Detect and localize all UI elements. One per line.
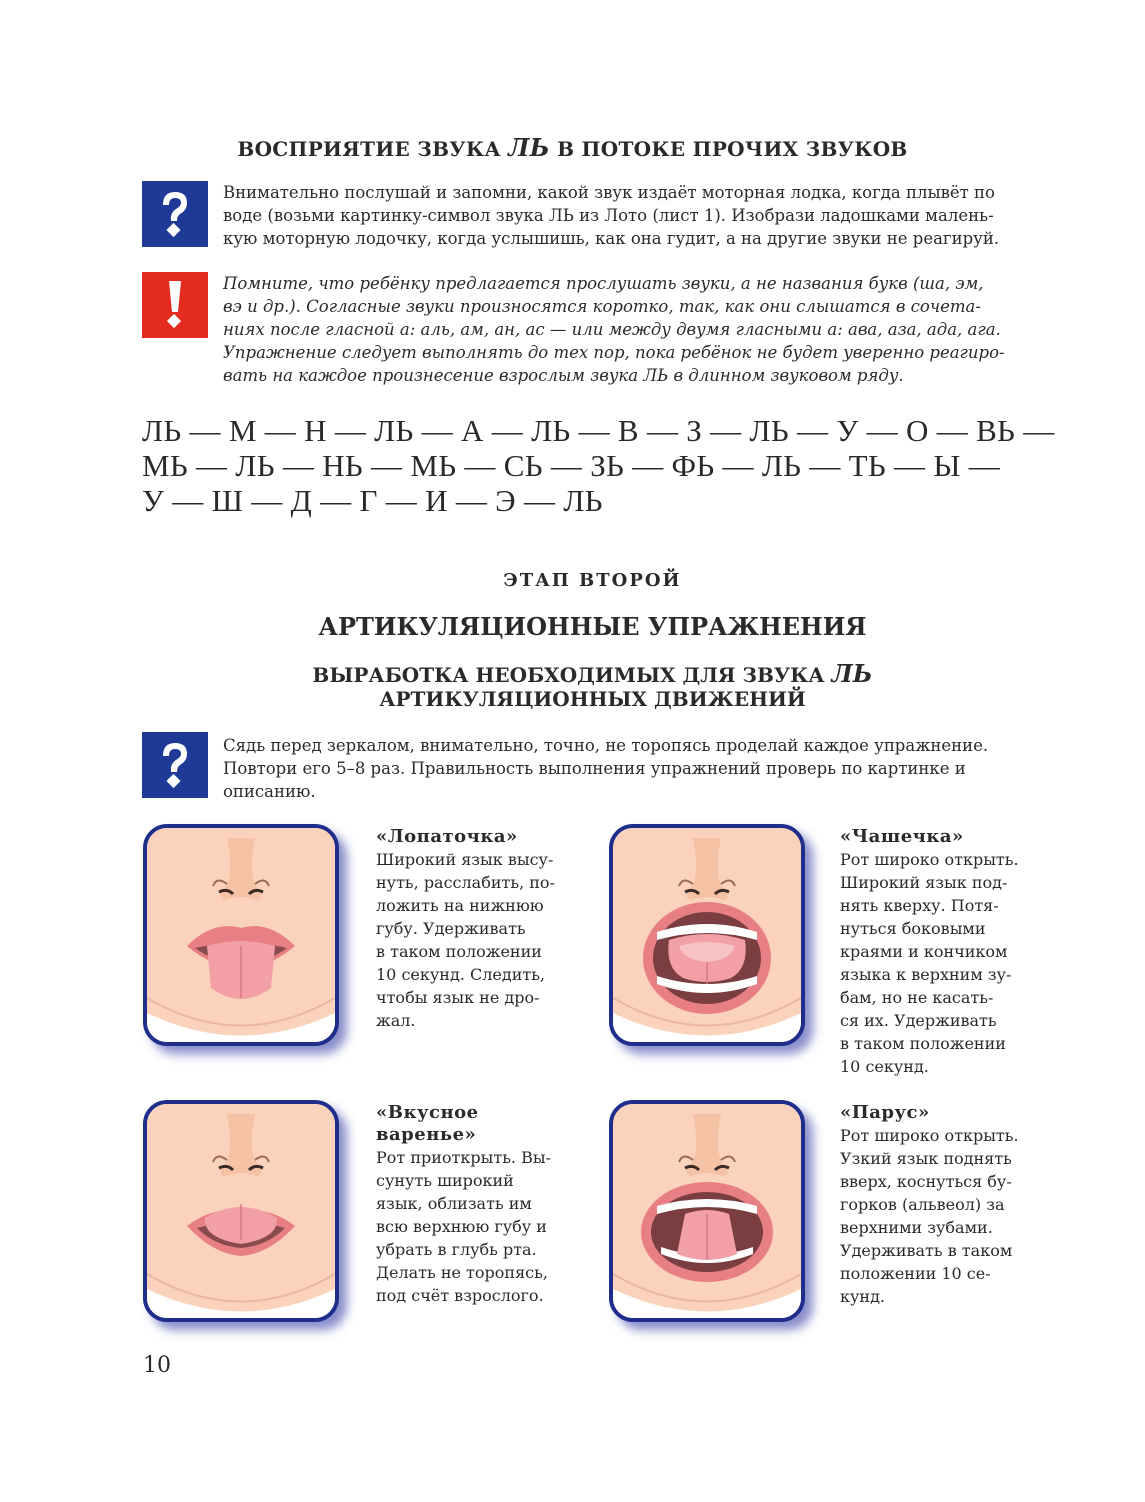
task2-line: описанию. [223,782,316,801]
exercise-text-line: нуть, расслабить, по- [376,873,555,892]
exercise-text [376,848,586,1032]
exercise-title-line: «Чашечка» [840,826,964,847]
exercise-title-line: «Лопаточка» [376,826,518,847]
exercise-text-line: горков (альвеол) за [840,1195,1005,1214]
task2-line: Повтори его 5–8 раз. Правильность выполнения упражнений проверь по картинке и [223,759,966,778]
exercise-text [840,1124,1050,1308]
exercise-text-line: Узкий язык поднять [840,1149,1012,1168]
exercise-text-line: верхними зубами. [840,1218,993,1237]
note1-line: Помните, что ребёнку предлагается прослушать звуки, а не названия букв (ша, эм, [223,274,984,293]
exercise-text-line: Удерживать в таком [840,1241,1013,1260]
question-mark-icon [142,732,208,798]
exercise-text-line: нуться боковыми [840,919,986,938]
sail-tongue-illustration [609,1100,805,1322]
exercise-text-line: язык, облизать им [376,1194,532,1213]
exercise-text-line: жал. [376,1011,416,1030]
task1-line: воде (возьми картинку-символ звука ЛЬ из Лото (лист 1). Изобрази ладошками малень- [223,206,994,225]
exercise-text-line: сунуть широкий [376,1171,514,1190]
exercise-text-line: краями и кончиком [840,942,1008,961]
exercise-title [376,826,586,848]
task1-line: Внимательно послушай и запомни, какой звук издаёт моторная лодка, когда плывёт по [223,183,995,202]
exercise-title-line: «Вкусное [376,1102,479,1123]
subtitle-line2: АРТИКУЛЯЦИОННЫХ ДВИЖЕНИЙ [379,687,806,711]
exercise-text-line: Широкий язык под- [840,873,1008,892]
exercise-text-line: губу. Удерживать [376,919,526,938]
exercise-text-line: 10 секунд. [840,1057,929,1076]
exercise-text-line: нять кверху. Потя- [840,896,999,915]
page-number: 10 [143,1353,171,1378]
sequence-line: У — Ш — Д — Г — И — Э — ЛЬ [142,483,603,518]
exercise-lopatochka [376,826,586,1032]
note1-line: Упражнение следует выполнять до тех пор, пока ребёнок не будет уверенно реагиро- [223,343,1005,362]
exercise-text-line: убрать в глубь рта. [376,1240,537,1259]
subtitle-pre: ВЫРАБОТКА НЕОБХОДИМЫХ ДЛЯ ЗВУКА [312,663,832,687]
exercise-chashechka [840,826,1050,1078]
exercise-text-line: вверх, коснуться бу- [840,1172,1012,1191]
sequence-line: МЬ — ЛЬ — НЬ — МЬ — СЬ — ЗЬ — ФЬ — ЛЬ — ТЬ — Ы — [142,448,1001,483]
note1-line: ниях после гласной а: аль, ам, ан, ас — или между двумя гласными а: ава, аза, ада, ага. [223,320,1001,339]
sequence-line: ЛЬ — М — Н — ЛЬ — А — ЛЬ — В — З — ЛЬ — У — О — ВЬ — [142,413,1055,448]
stage-label: ЭТАП ВТОРОЙ [503,570,682,591]
section-title-pre: ВОСПРИЯТИЕ ЗВУКА [237,137,509,161]
exercise-text-line: ся их. Удерживать [840,1011,997,1030]
exercise-text-line: чтобы язык не дро- [376,988,540,1007]
subtitle-sound: ЛЬ [831,659,873,688]
exercise-title [376,1102,586,1146]
note1-line: вэ и др.). Согласные звуки произносятся коротко, так, как они слышатся в сочета- [223,297,981,316]
exercise-text-line: 10 секунд. Следить, [376,965,546,984]
stage-subtitle [0,659,1145,711]
exercise-title [840,1102,1050,1124]
exercise-text-line: всю верхнюю губу и [376,1217,547,1236]
tongue-out-illustration [143,824,339,1046]
subtitle-line1 [0,659,1145,688]
exercise-text [376,1146,586,1307]
exercise-text-line: в таком положении [840,1034,1006,1053]
exercise-text-line: бам, но не касать- [840,988,994,1007]
exercise-text-line: Делать не торопясь, [376,1263,548,1282]
exercise-text-line: кунд. [840,1287,886,1306]
note1-text [223,272,1043,387]
exercise-parus [840,1102,1050,1308]
stage-title: АРТИКУЛЯЦИОННЫЕ УПРАЖНЕНИЯ [318,612,867,641]
exercise-text-line: языка к верхним зу- [840,965,1012,984]
cup-tongue-illustration [609,824,805,1046]
sound-sequence [142,413,1062,518]
exercise-text-line: Рот широко открыть. [840,1126,1019,1145]
question-mark-icon [142,181,208,247]
exercise-title [840,826,1050,848]
task1-text [223,181,1043,250]
section-title-sound: ЛЬ [508,133,550,162]
exercise-title-line: «Парус» [840,1102,930,1123]
exercise-text-line: положении 10 се- [840,1264,991,1283]
task2-line: Сядь перед зеркалом, внимательно, точно, не торопясь проделай каждое упражнение. [223,736,989,755]
licking-lip-illustration [143,1100,339,1322]
exercise-title-line: варенье» [376,1124,477,1145]
exercise-vkusnoe-varenie [376,1102,586,1307]
exercise-text-line: Рот широко открыть. [840,850,1019,869]
note1-line: вать на каждое произнесение взрослым звука ЛЬ в длинном звуковом ряду. [223,366,904,385]
exercise-text-line: под счёт взрослого. [376,1286,544,1305]
exercise-text-line: Рот приоткрыть. Вы- [376,1148,551,1167]
section-title [0,133,1145,162]
exercise-text-line: в таком положении [376,942,542,961]
task1-line: кую моторную лодочку, когда услышишь, как она гудит, а на другие звуки не реагируй. [223,229,1000,248]
task2-text [223,734,1043,803]
section-title-post: В ПОТОКЕ ПРОЧИХ ЗВУКОВ [549,137,908,161]
exercise-text-line: ложить на нижнюю [376,896,544,915]
exercise-text [840,848,1050,1078]
exclamation-mark-icon [142,272,208,338]
exercise-text-line: Широкий язык высу- [376,850,554,869]
